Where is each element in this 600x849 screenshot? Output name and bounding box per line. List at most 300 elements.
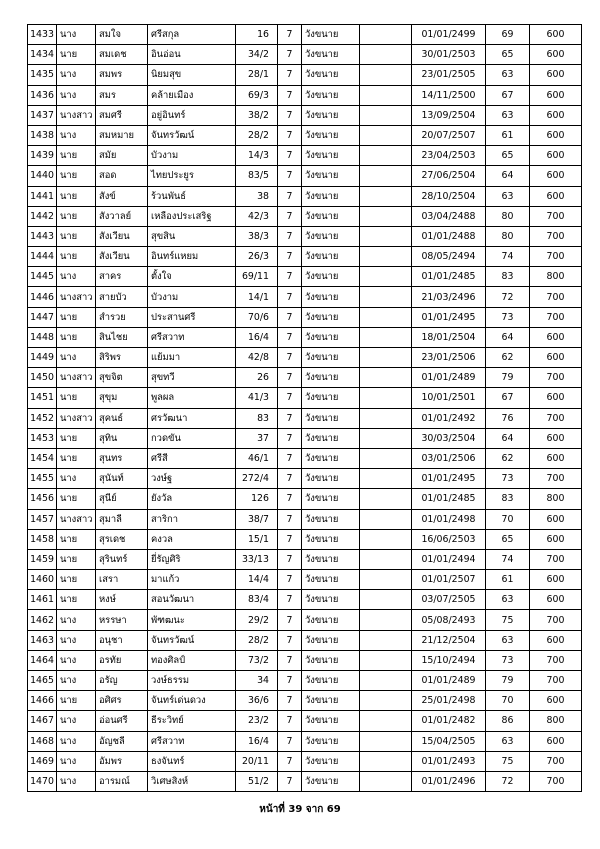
subdistrict-cell: วังขนาย (302, 671, 360, 691)
birth-date-cell: 01/01/2495 (412, 307, 486, 327)
birth-date-cell: 01/01/2489 (412, 368, 486, 388)
birth-date-cell: 01/01/2489 (412, 671, 486, 691)
first-name-cell: อนุชา (96, 630, 148, 650)
village-number-cell: 7 (278, 348, 302, 368)
village-number-cell: 7 (278, 226, 302, 246)
subdistrict-cell: วังขนาย (302, 327, 360, 347)
remark-cell (360, 267, 412, 287)
birth-date-cell: 01/01/2488 (412, 226, 486, 246)
house-number-cell: 83 (236, 408, 278, 428)
village-number-cell: 7 (278, 287, 302, 307)
village-number-cell: 7 (278, 327, 302, 347)
age-cell: 63 (486, 590, 530, 610)
title-cell: นาย (57, 226, 96, 246)
first-name-cell: สายบัว (96, 287, 148, 307)
house-number-cell: 16 (236, 25, 278, 45)
table-row (28, 570, 582, 590)
village-number-cell: 7 (278, 771, 302, 791)
title-cell: นาย (57, 186, 96, 206)
table-row (28, 428, 582, 448)
allowance-amount-cell: 600 (530, 105, 582, 125)
row-number-cell: 1452 (28, 408, 57, 428)
age-cell: 83 (486, 267, 530, 287)
remark-cell (360, 408, 412, 428)
first-name-cell: อัมพร (96, 751, 148, 771)
table-row (28, 267, 582, 287)
birth-date-cell: 13/09/2504 (412, 105, 486, 125)
remark-cell (360, 711, 412, 731)
first-name-cell: สิริพร (96, 348, 148, 368)
row-number-cell: 1455 (28, 469, 57, 489)
house-number-cell: 38/3 (236, 226, 278, 246)
birth-date-cell: 08/05/2494 (412, 247, 486, 267)
allowance-amount-cell: 600 (530, 529, 582, 549)
remark-cell (360, 105, 412, 125)
village-number-cell: 7 (278, 711, 302, 731)
first-name-cell: สังข์ (96, 186, 148, 206)
title-cell: นาย (57, 206, 96, 226)
house-number-cell: 28/2 (236, 630, 278, 650)
village-number-cell: 7 (278, 247, 302, 267)
page-footer: หน้าที่ 39 จาก 69 (259, 804, 341, 815)
first-name-cell: สุขุม (96, 388, 148, 408)
house-number-cell: 14/4 (236, 570, 278, 590)
allowance-amount-cell: 600 (530, 146, 582, 166)
table-row (28, 691, 582, 711)
age-cell: 74 (486, 549, 530, 569)
title-cell: นาง (57, 125, 96, 145)
first-name-cell: สุขจิต (96, 368, 148, 388)
last-name-cell: วงษ์ฐ (148, 469, 236, 489)
last-name-cell: แย้มมา (148, 348, 236, 368)
title-cell: นาย (57, 166, 96, 186)
last-name-cell: ธงจันทร์ (148, 751, 236, 771)
subdistrict-cell: วังขนาย (302, 226, 360, 246)
house-number-cell: 38/2 (236, 105, 278, 125)
table-row (28, 146, 582, 166)
birth-date-cell: 10/01/2501 (412, 388, 486, 408)
age-cell: 83 (486, 489, 530, 509)
first-name-cell: สังเวียน (96, 226, 148, 246)
house-number-cell: 69/3 (236, 85, 278, 105)
remark-cell (360, 166, 412, 186)
remark-cell (360, 630, 412, 650)
remark-cell (360, 489, 412, 509)
remark-cell (360, 146, 412, 166)
age-cell: 72 (486, 287, 530, 307)
village-number-cell: 7 (278, 125, 302, 145)
last-name-cell: คงวล (148, 529, 236, 549)
subdistrict-cell: วังขนาย (302, 247, 360, 267)
remark-cell (360, 247, 412, 267)
house-number-cell: 34/2 (236, 45, 278, 65)
last-name-cell: ร้วนพันธ์ (148, 186, 236, 206)
village-number-cell: 7 (278, 65, 302, 85)
birth-date-cell: 15/04/2505 (412, 731, 486, 751)
first-name-cell: อ่อนศรี (96, 711, 148, 731)
first-name-cell: สมัย (96, 146, 148, 166)
last-name-cell: บัวงาม (148, 146, 236, 166)
first-name-cell: สมพร (96, 65, 148, 85)
table-row (28, 287, 582, 307)
table-row (28, 226, 582, 246)
first-name-cell: สุนันท์ (96, 469, 148, 489)
subdistrict-cell: วังขนาย (302, 85, 360, 105)
remark-cell (360, 731, 412, 751)
title-cell: นาย (57, 549, 96, 569)
birth-date-cell: 16/06/2503 (412, 529, 486, 549)
birth-date-cell: 23/01/2506 (412, 348, 486, 368)
house-number-cell: 28/1 (236, 65, 278, 85)
age-cell: 79 (486, 671, 530, 691)
subdistrict-cell: วังขนาย (302, 509, 360, 529)
table-row (28, 650, 582, 670)
birth-date-cell: 03/07/2505 (412, 590, 486, 610)
allowance-amount-cell: 700 (530, 610, 582, 630)
remark-cell (360, 610, 412, 630)
house-number-cell: 14/3 (236, 146, 278, 166)
subdistrict-cell: วังขนาย (302, 731, 360, 751)
first-name-cell: สำรวย (96, 307, 148, 327)
subdistrict-cell: วังขนาย (302, 711, 360, 731)
row-number-cell: 1434 (28, 45, 57, 65)
row-number-cell: 1450 (28, 368, 57, 388)
table-row (28, 105, 582, 125)
title-cell: นาย (57, 448, 96, 468)
age-cell: 80 (486, 226, 530, 246)
remark-cell (360, 448, 412, 468)
allowance-amount-cell: 600 (530, 45, 582, 65)
last-name-cell: ศรีสกุล (148, 25, 236, 45)
allowance-amount-cell: 700 (530, 650, 582, 670)
age-cell: 70 (486, 691, 530, 711)
first-name-cell: สมใจ (96, 25, 148, 45)
first-name-cell: เสรา (96, 570, 148, 590)
last-name-cell: บัวงาม (148, 287, 236, 307)
subdistrict-cell: วังขนาย (302, 650, 360, 670)
remark-cell (360, 691, 412, 711)
house-number-cell: 23/2 (236, 711, 278, 731)
birth-date-cell: 23/04/2503 (412, 146, 486, 166)
row-number-cell: 1463 (28, 630, 57, 650)
village-number-cell: 7 (278, 206, 302, 226)
subdistrict-cell: วังขนาย (302, 65, 360, 85)
age-cell: 73 (486, 469, 530, 489)
village-number-cell: 7 (278, 368, 302, 388)
birth-date-cell: 01/01/2493 (412, 751, 486, 771)
last-name-cell: วิเศษสิงห์ (148, 771, 236, 791)
birth-date-cell: 20/07/2507 (412, 125, 486, 145)
birth-date-cell: 01/01/2494 (412, 549, 486, 569)
birth-date-cell: 21/12/2504 (412, 630, 486, 650)
subdistrict-cell: วังขนาย (302, 166, 360, 186)
title-cell: นาย (57, 428, 96, 448)
house-number-cell: 14/1 (236, 287, 278, 307)
allowance-amount-cell: 800 (530, 489, 582, 509)
first-name-cell: สอด (96, 166, 148, 186)
subdistrict-cell: วังขนาย (302, 448, 360, 468)
title-cell: นาง (57, 650, 96, 670)
first-name-cell: สินไชย (96, 327, 148, 347)
village-number-cell: 7 (278, 590, 302, 610)
title-cell: นาง (57, 267, 96, 287)
remark-cell (360, 65, 412, 85)
allowance-amount-cell: 600 (530, 166, 582, 186)
age-cell: 86 (486, 711, 530, 731)
title-cell: นาย (57, 590, 96, 610)
first-name-cell: อัญชลี (96, 731, 148, 751)
title-cell: นาง (57, 85, 96, 105)
age-cell: 65 (486, 45, 530, 65)
first-name-cell: อรทัย (96, 650, 148, 670)
table-row (28, 368, 582, 388)
village-number-cell: 7 (278, 691, 302, 711)
birth-date-cell: 21/03/2496 (412, 287, 486, 307)
house-number-cell: 37 (236, 428, 278, 448)
first-name-cell: สุคนธ์ (96, 408, 148, 428)
subdistrict-cell: วังขนาย (302, 307, 360, 327)
house-number-cell: 126 (236, 489, 278, 509)
row-number-cell: 1456 (28, 489, 57, 509)
title-cell: นาย (57, 388, 96, 408)
table-row (28, 489, 582, 509)
first-name-cell: สมศรี (96, 105, 148, 125)
last-name-cell: สุขทวี (148, 368, 236, 388)
table-row (28, 448, 582, 468)
allowance-amount-cell: 600 (530, 85, 582, 105)
subdistrict-cell: วังขนาย (302, 469, 360, 489)
table-row (28, 529, 582, 549)
row-number-cell: 1441 (28, 186, 57, 206)
row-number-cell: 1461 (28, 590, 57, 610)
subdistrict-cell: วังขนาย (302, 428, 360, 448)
remark-cell (360, 287, 412, 307)
title-cell: นาย (57, 489, 96, 509)
title-cell: นางสาว (57, 287, 96, 307)
subdistrict-cell: วังขนาย (302, 146, 360, 166)
age-cell: 63 (486, 186, 530, 206)
allowance-amount-cell: 600 (530, 509, 582, 529)
allowance-amount-cell: 600 (530, 448, 582, 468)
row-number-cell: 1438 (28, 125, 57, 145)
remark-cell (360, 368, 412, 388)
last-name-cell: กวดขัน (148, 428, 236, 448)
subdistrict-cell: วังขนาย (302, 287, 360, 307)
allowance-amount-cell: 600 (530, 428, 582, 448)
table-row (28, 166, 582, 186)
last-name-cell: นิยมสุข (148, 65, 236, 85)
table-row (28, 671, 582, 691)
remark-cell (360, 590, 412, 610)
last-name-cell: อินทร์แหยม (148, 247, 236, 267)
allowance-amount-cell: 700 (530, 751, 582, 771)
remark-cell (360, 307, 412, 327)
row-number-cell: 1453 (28, 428, 57, 448)
subdistrict-cell: วังขนาย (302, 408, 360, 428)
allowance-amount-cell: 600 (530, 590, 582, 610)
allowance-amount-cell: 600 (530, 630, 582, 650)
age-cell: 75 (486, 751, 530, 771)
birth-date-cell: 14/11/2500 (412, 85, 486, 105)
table-row (28, 731, 582, 751)
village-number-cell: 7 (278, 307, 302, 327)
title-cell: นาย (57, 146, 96, 166)
subdistrict-cell: วังขนาย (302, 610, 360, 630)
remark-cell (360, 549, 412, 569)
first-name-cell: อศิศร (96, 691, 148, 711)
village-number-cell: 7 (278, 751, 302, 771)
remark-cell (360, 529, 412, 549)
house-number-cell: 29/2 (236, 610, 278, 630)
title-cell: นาย (57, 570, 96, 590)
age-cell: 67 (486, 85, 530, 105)
village-number-cell: 7 (278, 489, 302, 509)
village-number-cell: 7 (278, 186, 302, 206)
allowance-amount-cell: 600 (530, 125, 582, 145)
title-cell: นางสาว (57, 509, 96, 529)
house-number-cell: 38 (236, 186, 278, 206)
subdistrict-cell: วังขนาย (302, 590, 360, 610)
age-cell: 76 (486, 408, 530, 428)
table-row (28, 307, 582, 327)
last-name-cell: ศรีสวาท (148, 731, 236, 751)
first-name-cell: สังเวียน (96, 247, 148, 267)
first-name-cell: สังวาลย์ (96, 206, 148, 226)
subdistrict-cell: วังขนาย (302, 348, 360, 368)
table-row (28, 348, 582, 368)
subdistrict-cell: วังขนาย (302, 388, 360, 408)
row-number-cell: 1445 (28, 267, 57, 287)
title-cell: นาย (57, 307, 96, 327)
remark-cell (360, 125, 412, 145)
house-number-cell: 73/2 (236, 650, 278, 670)
birth-date-cell: 01/01/2492 (412, 408, 486, 428)
last-name-cell: ยังวัล (148, 489, 236, 509)
age-cell: 64 (486, 327, 530, 347)
last-name-cell: อยู่อินทร์ (148, 105, 236, 125)
title-cell: นางสาว (57, 408, 96, 428)
row-number-cell: 1469 (28, 751, 57, 771)
birth-date-cell: 28/10/2504 (412, 186, 486, 206)
remark-cell (360, 469, 412, 489)
birth-date-cell: 18/01/2504 (412, 327, 486, 347)
table-row (28, 388, 582, 408)
age-cell: 63 (486, 65, 530, 85)
house-number-cell: 69/11 (236, 267, 278, 287)
house-number-cell: 16/4 (236, 327, 278, 347)
table-row (28, 509, 582, 529)
village-number-cell: 7 (278, 388, 302, 408)
birth-date-cell: 15/10/2494 (412, 650, 486, 670)
age-cell: 80 (486, 206, 530, 226)
last-name-cell: จันทร์เด่นดวง (148, 691, 236, 711)
age-cell: 62 (486, 448, 530, 468)
subdistrict-cell: วังขนาย (302, 489, 360, 509)
house-number-cell: 42/3 (236, 206, 278, 226)
village-number-cell: 7 (278, 105, 302, 125)
last-name-cell: จันทรวัฒน์ (148, 125, 236, 145)
age-cell: 74 (486, 247, 530, 267)
remark-cell (360, 509, 412, 529)
age-cell: 63 (486, 630, 530, 650)
allowance-amount-cell: 600 (530, 691, 582, 711)
row-number-cell: 1446 (28, 287, 57, 307)
last-name-cell: สาริกา (148, 509, 236, 529)
last-name-cell: ศรีสี (148, 448, 236, 468)
row-number-cell: 1462 (28, 610, 57, 630)
remark-cell (360, 186, 412, 206)
age-cell: 70 (486, 509, 530, 529)
last-name-cell: มาแก้ว (148, 570, 236, 590)
remark-cell (360, 388, 412, 408)
title-cell: นาง (57, 731, 96, 751)
age-cell: 61 (486, 125, 530, 145)
allowance-amount-cell: 700 (530, 771, 582, 791)
first-name-cell: สุรเดช (96, 529, 148, 549)
house-number-cell: 70/6 (236, 307, 278, 327)
remark-cell (360, 25, 412, 45)
subdistrict-cell: วังขนาย (302, 771, 360, 791)
village-number-cell: 7 (278, 731, 302, 751)
row-number-cell: 1449 (28, 348, 57, 368)
age-cell: 72 (486, 771, 530, 791)
village-number-cell: 7 (278, 610, 302, 630)
allowance-amount-cell: 700 (530, 226, 582, 246)
subdistrict-cell: วังขนาย (302, 206, 360, 226)
title-cell: นาย (57, 691, 96, 711)
house-number-cell: 42/8 (236, 348, 278, 368)
house-number-cell: 26/3 (236, 247, 278, 267)
title-cell: นาง (57, 610, 96, 630)
village-number-cell: 7 (278, 509, 302, 529)
table-row (28, 206, 582, 226)
allowance-amount-cell: 600 (530, 25, 582, 45)
last-name-cell: ยี่รัญศิริ (148, 549, 236, 569)
village-number-cell: 7 (278, 469, 302, 489)
title-cell: นาง (57, 771, 96, 791)
title-cell: นาง (57, 751, 96, 771)
title-cell: นาง (57, 469, 96, 489)
age-cell: 64 (486, 428, 530, 448)
row-number-cell: 1465 (28, 671, 57, 691)
birth-date-cell: 01/01/2507 (412, 570, 486, 590)
row-number-cell: 1442 (28, 206, 57, 226)
allowance-amount-cell: 700 (530, 287, 582, 307)
allowance-amount-cell: 600 (530, 388, 582, 408)
remark-cell (360, 751, 412, 771)
birth-date-cell: 23/01/2505 (412, 65, 486, 85)
title-cell: นาย (57, 529, 96, 549)
last-name-cell: พูลผล (148, 388, 236, 408)
age-cell: 62 (486, 348, 530, 368)
title-cell: นาย (57, 45, 96, 65)
last-name-cell: ธีระวิทย์ (148, 711, 236, 731)
birth-date-cell: 01/01/2482 (412, 711, 486, 731)
remark-cell (360, 206, 412, 226)
row-number-cell: 1447 (28, 307, 57, 327)
subdistrict-cell: วังขนาย (302, 630, 360, 650)
remark-cell (360, 45, 412, 65)
table-row (28, 45, 582, 65)
remark-cell (360, 771, 412, 791)
village-number-cell: 7 (278, 267, 302, 287)
last-name-cell: ประสานศรี (148, 307, 236, 327)
table-row (28, 408, 582, 428)
table-row (28, 590, 582, 610)
subdistrict-cell: วังขนาย (302, 45, 360, 65)
table-row (28, 751, 582, 771)
subdistrict-cell: วังขนาย (302, 691, 360, 711)
